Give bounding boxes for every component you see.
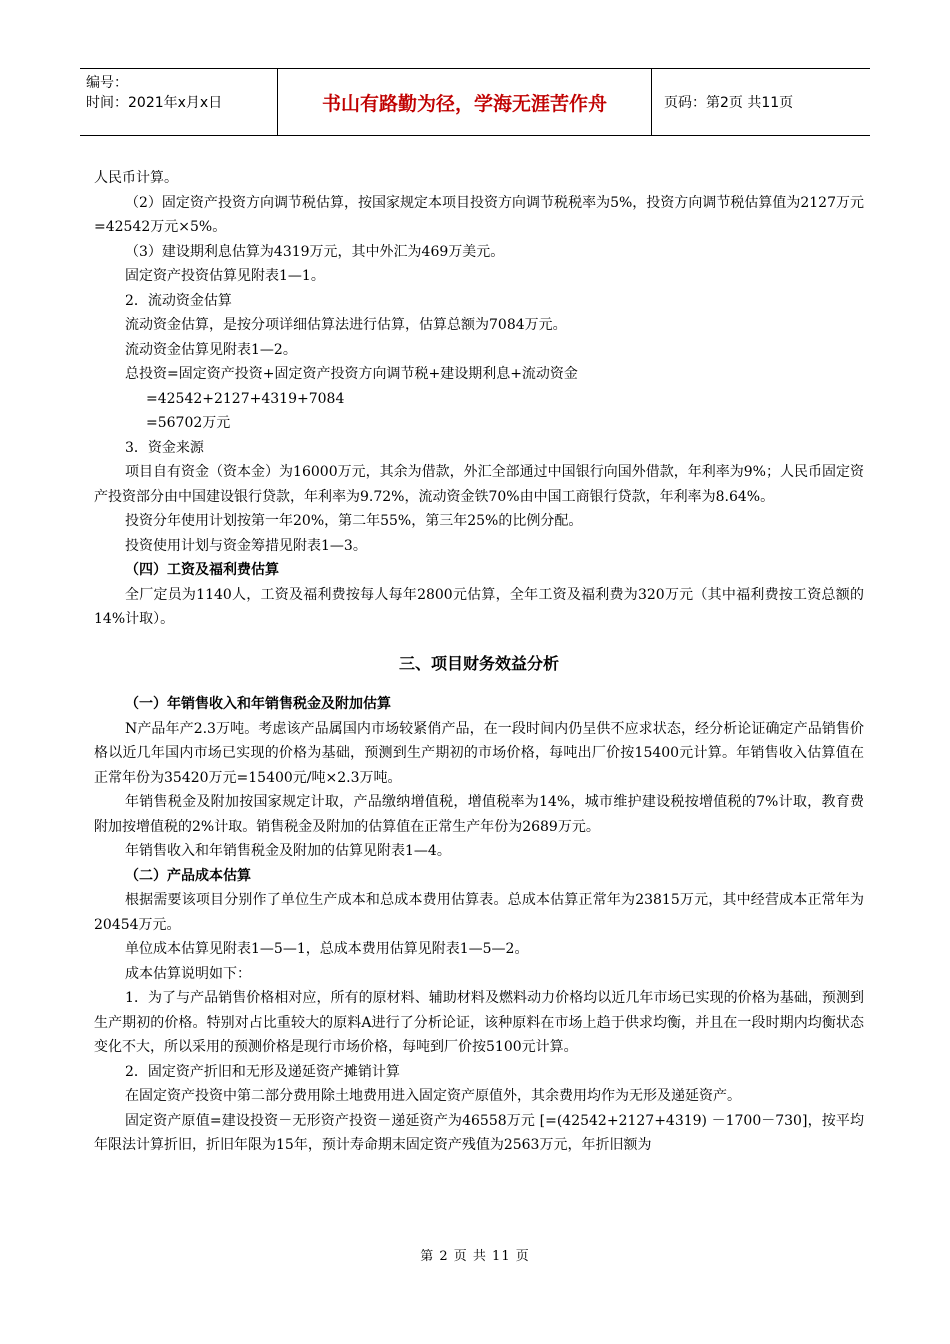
paragraph: 人民币计算。 — [94, 170, 178, 186]
paragraph: N产品年产2.3万吨。考虑该产品属国内市场较紧俏产品，在一段时间内仍呈供不应求状态，经分析论证确定产品销售价格以近几年国内市场已实现的价格为基础，预测到生产期初的市场价格，每吨出厂价按15400元计算。年销售收入估算值在正常年份为35420万元=15400元/吨×2.3万吨。 — [94, 720, 864, 786]
formula-line: =42542+2127+4319+7084 — [146, 390, 345, 407]
paragraph: （3）建设期利息估算为4319万元，其中外汇为469万美元。 — [125, 243, 505, 260]
paragraph: 在固定资产投资中第二部分费用除土地费用进入固定资产原值外，其余费用均作为无形及递延资产。 — [125, 1088, 741, 1104]
paragraph: 流动资金估算见附表1—2。 — [125, 341, 297, 358]
paragraph: （2）固定资产投资方向调节税估算，按国家规定本项目投资方向调节税税率为5%，投资方向调节税估算值为2127万元=42542万元×5%。 — [94, 194, 864, 235]
paragraph: 年销售收入和年销售税金及附加的估算见附表1—4。 — [125, 843, 451, 859]
header-meta — [80, 69, 278, 135]
paragraph: 全厂定员为1140人，工资及福利费按每人每年2800元估算，全年工资及福利费为320万元（其中福利费按工资总额的14%计取）。 — [94, 586, 864, 627]
subsection-heading: 3．资金来源 — [125, 439, 204, 456]
paragraph: 流动资金估算，是按分项详细估算法进行估算，估算总额为7084万元。 — [125, 317, 567, 333]
header-page-label: 页码：第2页 共11页 — [664, 95, 794, 111]
paragraph: 年销售税金及附加按国家规定计取，产品缴纳增值税，增值税率为14%，城市维护建设税按增值税的7%计取，教育费附加按增值税的2%计取。销售税金及附加的估算值在正常生产年份为2689万元。 — [94, 794, 864, 835]
subsection-heading: 2．固定资产折旧和无形及递延资产摊销计算 — [125, 1063, 400, 1080]
paragraph: 成本估算说明如下： — [125, 965, 251, 982]
page-footer: 第 2 页 共 11 页 — [420, 1249, 530, 1264]
paragraph: 项目自有资金（资本金）为16000万元，其余为借款，外汇全部通过中国银行向国外借款，年利率为9%；人民币固定资产投资部分由中国建设银行贷款，年利率为9.72%，流动资金铁70%由中国工商银行贷款，年利率为8.64%。 — [94, 464, 864, 505]
paragraph: 1．为了与产品销售价格相对应，所有的原材料、辅助材料及燃料动力价格均以近几年市场已实现的价格为基础，预测到生产期初的价格。特别对占比重较大的原料A进行了分析论证，该种原料在市场上趋于供求均衡，并且在一段时期内均衡状态变化不大，所以采用的预测价格是现行市场价格，每吨到厂价按5100元计算。 — [94, 990, 864, 1055]
section-heading: （一）年销售收入和年销售税金及附加估算 — [125, 696, 391, 712]
formula-line: =56702万元 — [146, 415, 231, 431]
paragraph: 固定资产原值=建设投资－无形资产投资－递延资产为46558万元 [=(42542+2127+4319) －1700－730]，按平均年限法计算折旧，折旧年限为15年，预计寿命期末固定资产残值为2563万元，年折旧额为 — [94, 1112, 864, 1153]
formula-line: 总投资=固定资产投资+固定资产投资方向调节税+建设期利息+流动资金 — [125, 366, 578, 382]
subsection-heading: 2．流动资金估算 — [125, 292, 232, 309]
paragraph: 投资分年使用计划按第一年20%，第二年55%，第三年25%的比例分配。 — [125, 513, 583, 529]
paragraph: 投资使用计划与资金筹措见附表1—3。 — [125, 537, 367, 554]
paragraph: 根据需要该项目分别作了单位生产成本和总成本费用估算表。总成本估算正常年为23815万元，其中经营成本正常年为20454万元。 — [94, 892, 864, 933]
document-date-label: 时间：2021年x月x日 — [86, 95, 223, 111]
document-body — [94, 166, 864, 1158]
paragraph: 固定资产投资估算见附表1—1。 — [125, 268, 325, 284]
page-header — [80, 68, 870, 136]
paragraph: 单位成本估算见附表1—5—1，总成本费用估算见附表1—5—2。 — [125, 941, 529, 957]
document-number-label: 编号： — [86, 75, 128, 91]
header-motto: 书山有路勤为径，学海无涯苦作舟 — [278, 69, 652, 135]
chapter-title: 三、项目财务效益分析 — [398, 653, 559, 673]
section-heading: （二）产品成本估算 — [125, 867, 251, 884]
section-heading: （四）工资及福利费估算 — [125, 562, 279, 578]
